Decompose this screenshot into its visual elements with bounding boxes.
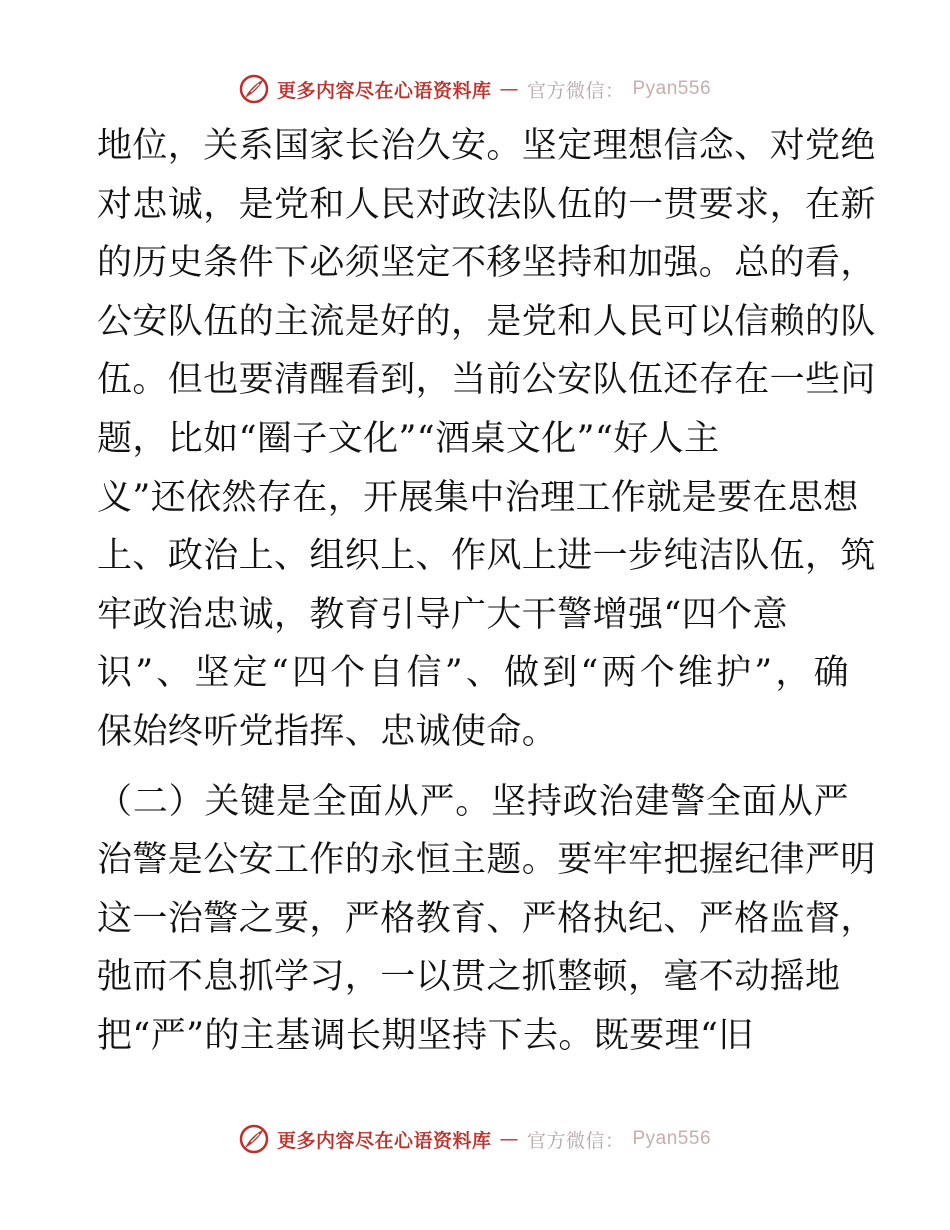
footer-watermark <box>0 1124 950 1154</box>
text-line: 上、政治上、组织上、作风上进一步纯洁队伍，筑 <box>97 536 876 577</box>
watermark-wechat-label: 官方微信： <box>526 79 625 102</box>
quill-logo-icon <box>239 1124 269 1154</box>
text-line: 公安队伍的主流是好的，是党和人民可以信赖的队 <box>97 301 876 342</box>
text-line: 的历史条件下必须坚定不移坚持和加强。总的看， <box>97 243 876 284</box>
watermark-handle: Pyan556 <box>632 1128 712 1149</box>
watermark-wechat-label: 官方微信： <box>526 1129 625 1152</box>
header-watermark <box>0 74 950 104</box>
text-line: 识”、坚定“四个自信”、做到“两个维护”，确 <box>97 653 849 694</box>
paragraph-1 <box>97 117 876 762</box>
text-line: 治警是公安工作的永恒主题。要牢牢把握纪律严明 <box>97 840 876 881</box>
text-line: 义”还依然存在，开展集中治理工作就是要在思想 <box>97 477 859 518</box>
text-line: 地位，关系国家长治久安。坚定理想信念、对党绝 <box>97 126 876 166</box>
text-line: 题，比如“圈子文化”“酒桌文化”“好人主 <box>97 418 720 459</box>
quill-logo-icon <box>239 74 269 104</box>
text-line: 保始终听党指挥、忠诚使命。 <box>97 711 558 752</box>
text-line: 牢政治忠诚，教育引导广大干警增强“四个意 <box>97 594 788 635</box>
text-line: 对忠诚，是党和人民对政法队伍的一贯要求，在新 <box>97 184 876 225</box>
paragraph-2 <box>97 773 876 1066</box>
text-line: 把“严”的主基调长期坚持下去。既要理“旧 <box>97 1015 754 1056</box>
text-line: （二）关键是全面从严。坚持政治建警全面从严 <box>97 781 849 822</box>
text-line: 弛而不息抓学习，一以贯之抓整顿，毫不动摇地 <box>97 957 841 998</box>
watermark-dash: — <box>499 78 519 100</box>
text-line: 伍。但也要清醒看到，当前公安队伍还存在一些问 <box>97 360 876 401</box>
watermark-handle: Pyan556 <box>632 78 712 99</box>
watermark-dash: — <box>499 1128 519 1150</box>
watermark-brand-text: 更多内容尽在心语资料库 <box>276 79 492 102</box>
document-body <box>97 117 876 1066</box>
text-line: 这一治警之要，严格教育、严格执纪、严格监督， <box>97 898 876 939</box>
watermark-brand-text: 更多内容尽在心语资料库 <box>276 1129 492 1152</box>
